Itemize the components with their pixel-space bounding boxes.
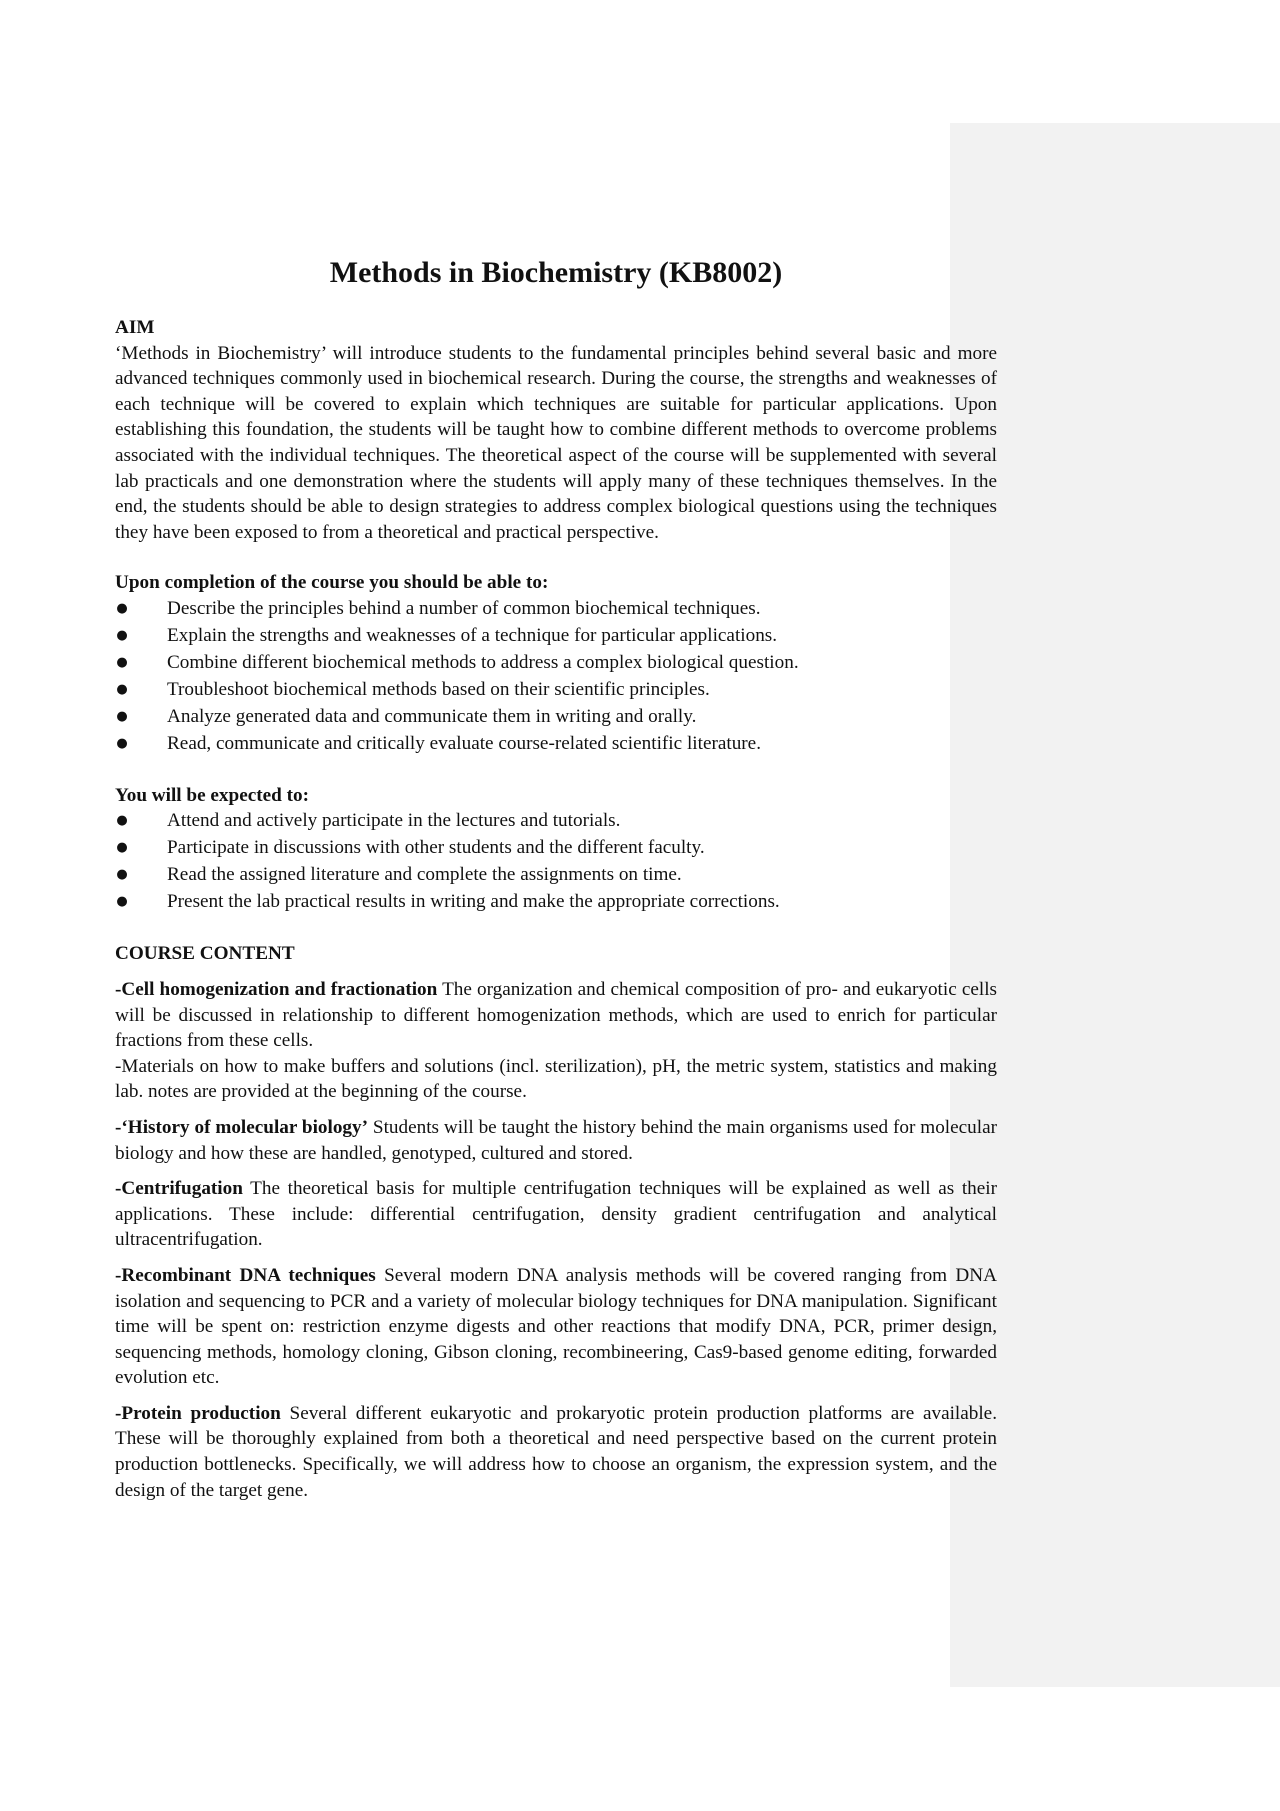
list-item-text: Combine different biochemical methods to address a complex biological question. bbox=[167, 651, 799, 673]
list-item bbox=[115, 677, 997, 703]
bullet-icon: ● bbox=[116, 708, 128, 724]
course-content-heading: COURSE CONTENT bbox=[115, 943, 295, 965]
topic-text: The organization and chemical composition of pro- and eukaryotic cells will be discussed in relationship to different homogenization methods, which are used to enrich for particular fractions from these cells. bbox=[115, 978, 997, 1052]
topic-text: The theoretical basis for multiple centrifugation techniques will be explained as well as their applications. These include: differential centrifugation, density gradient centrifugation and analytical ultracentrifugation. bbox=[115, 1178, 997, 1251]
bullet-icon: ● bbox=[116, 627, 128, 643]
list-item bbox=[115, 704, 997, 730]
bullet-icon: ● bbox=[116, 681, 128, 697]
aim-paragraph: ‘Methods in Biochemistry’ will introduce students to the fundamental principles behind several basic and more advanced techniques commonly used in biochemical research. During the course, the strengths and weaknesses of each technique will be covered to explain which techniques are suitable for particular applications. Upon establishing this foundation, the students will be taught how to combine different methods to overcome problems associated with the individual techniques. The theoretical aspect of the course will be supplemented with several lab practicals and one demonstration where the students will apply many of these techniques themselves. In the end, the students should be able to design strategies to address complex biological questions using the techniques they have been exposed to from a theoretical and practical perspective. bbox=[115, 342, 997, 543]
bullet-icon: ● bbox=[116, 813, 128, 829]
list-item bbox=[115, 623, 997, 649]
expectations-list bbox=[115, 808, 997, 915]
bullet-icon: ● bbox=[116, 600, 128, 616]
list-item-text: Analyze generated data and communicate them in writing and orally. bbox=[167, 705, 697, 727]
aim-heading: AIM bbox=[115, 317, 155, 338]
list-item bbox=[115, 835, 997, 861]
topic-protein-production bbox=[115, 1401, 997, 1503]
topic-title: -Recombinant DNA techniques bbox=[115, 1264, 376, 1286]
topic-title: -Centrifugation bbox=[115, 1178, 243, 1200]
list-item-text: Attend and actively participate in the lectures and tutorials. bbox=[167, 810, 621, 832]
topic-cell-homogenization bbox=[115, 977, 997, 1054]
list-item bbox=[115, 650, 997, 676]
list-item-text: Present the lab practical results in writing and make the appropriate corrections. bbox=[167, 891, 780, 913]
bullet-icon: ● bbox=[116, 654, 128, 670]
topic-text: Several different eukaryotic and prokaryotic protein production platforms are available. These will be thoroughly explained from both a theoretical and need perspective based on the current protein production bottlenecks. Specifically, we will address how to choose an organism, the expression system, and the design of the target gene. bbox=[115, 1402, 997, 1501]
list-item bbox=[115, 596, 997, 622]
comment-margin-panel bbox=[950, 123, 1280, 1687]
list-item bbox=[115, 808, 997, 834]
topic-title: -Cell homogenization and fractionation bbox=[115, 978, 438, 1000]
topic-centrifugation bbox=[115, 1176, 997, 1253]
topic-text: Several modern DNA analysis methods will be covered ranging from DNA isolation and sequencing to PCR and a variety of molecular biology techniques for DNA manipulation. Significant time will be spent on: restriction enzyme digests and other reactions that modify DNA, PCR, primer design, sequencing methods, homology cloning, Gibson cloning, recombineering, Cas9-based genome editing, forwarded evolution etc. bbox=[115, 1264, 997, 1389]
topic-recombinant-dna bbox=[115, 1263, 997, 1391]
list-item bbox=[115, 731, 997, 757]
document-title: Methods in Biochemistry (KB8002) bbox=[329, 256, 783, 289]
list-item-text: Troubleshoot biochemical methods based on their scientific principles. bbox=[167, 678, 710, 700]
list-item bbox=[115, 862, 997, 888]
list-item-text: Participate in discussions with other students and the different faculty. bbox=[167, 837, 705, 859]
list-item bbox=[115, 889, 997, 915]
bullet-icon: ● bbox=[116, 840, 128, 856]
topic-title: -Protein production bbox=[115, 1402, 281, 1424]
outcomes-heading: Upon completion of the course you should be able to: bbox=[115, 572, 549, 594]
topic-materials-note: -Materials on how to make buffers and solutions (incl. sterilization), pH, the metric system, statistics and making lab. notes are provided at the beginning of the course. bbox=[115, 1055, 997, 1103]
expectations-heading: You will be expected to: bbox=[115, 784, 309, 806]
bullet-icon: ● bbox=[116, 894, 128, 910]
document-body bbox=[115, 255, 997, 1503]
list-item-text: Explain the strengths and weaknesses of a technique for particular applications. bbox=[167, 624, 778, 646]
list-item-text: Read, communicate and critically evaluate course-related scientific literature. bbox=[167, 732, 761, 754]
outcomes-list bbox=[115, 596, 997, 757]
list-item-text: Read the assigned literature and complete the assignments on time. bbox=[167, 864, 682, 886]
topic-text: Students will be taught the history behind the main organisms used for molecular biology and how these are handled, genotyped, cultured and stored. bbox=[115, 1116, 997, 1164]
bullet-icon: ● bbox=[116, 867, 128, 883]
topic-history-molecular-biology bbox=[115, 1115, 997, 1166]
list-item-text: Describe the principles behind a number of common biochemical techniques. bbox=[167, 597, 761, 619]
topic-title: -‘History of molecular biology’ bbox=[115, 1116, 369, 1138]
bullet-icon: ● bbox=[116, 735, 128, 751]
